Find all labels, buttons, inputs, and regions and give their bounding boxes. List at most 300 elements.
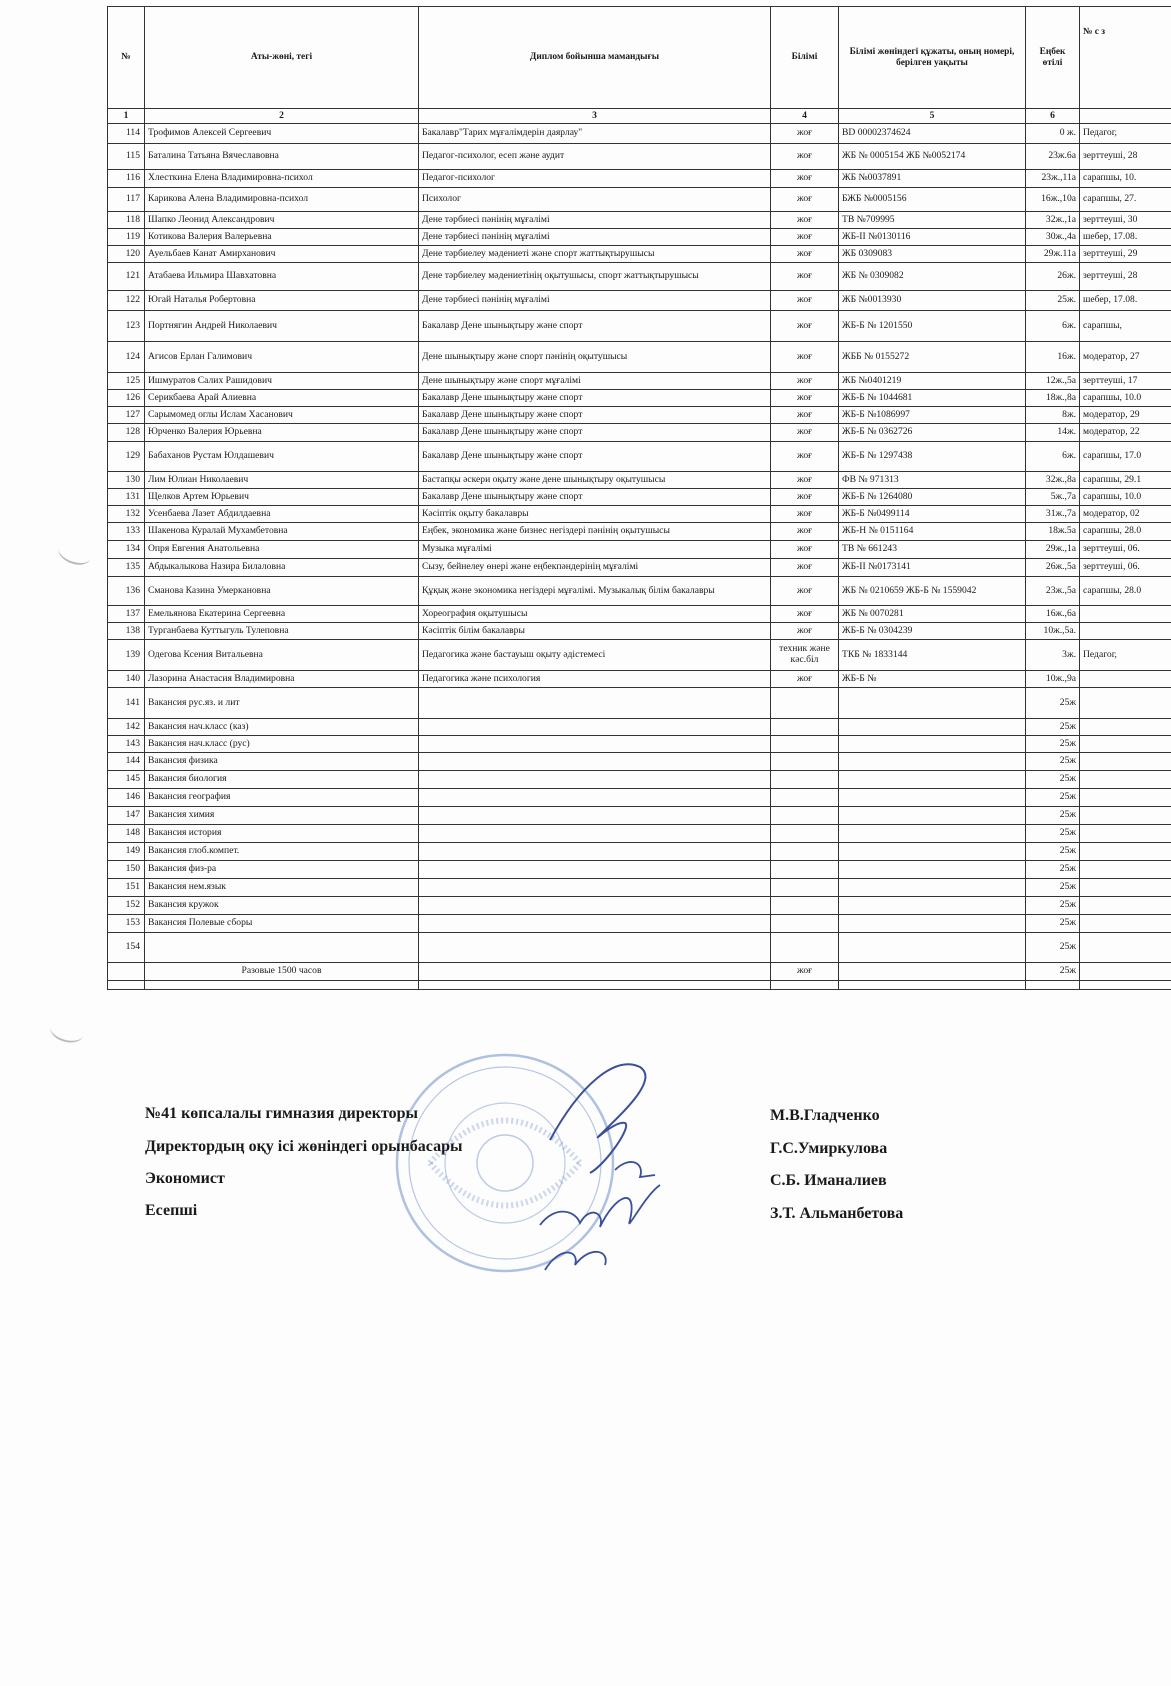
education-level: жоғ: [771, 489, 839, 506]
diploma-specialty: [419, 688, 771, 719]
education-document: ЖБ-Н № 0151164: [839, 523, 1026, 541]
education-level: [771, 753, 839, 771]
qualification-category: модератор, 02: [1080, 506, 1171, 523]
education-level: жоғ: [771, 523, 839, 541]
diploma-specialty: Дене тәрбиесі пәнінің мұғалімі: [419, 229, 771, 246]
table-row: [108, 472, 1171, 489]
table-row: [108, 246, 1171, 263]
table-row: [108, 807, 1171, 825]
staff-name: Сарымомед оглы Ислам Хасанович: [145, 407, 419, 424]
staff-name: Ишмуратов Салих Рашидович: [145, 373, 419, 390]
education-level: [771, 771, 839, 789]
diploma-specialty: Дене тәрбиесі пәнінің мұғалімі: [419, 291, 771, 311]
education-document: ЖБ-Б № 1201550: [839, 311, 1026, 342]
work-experience: 14ж.: [1026, 424, 1080, 442]
education-document: ЖБ № 0210659 ЖБ-Б № 1559042: [839, 577, 1026, 606]
diploma-specialty: [419, 861, 771, 879]
row-number: 142: [108, 719, 145, 736]
qualification-category: [1080, 688, 1171, 719]
staff-name: Вакансия нач.класс (каз): [145, 719, 419, 736]
table-row: [108, 861, 1171, 879]
row-number: 135: [108, 559, 145, 577]
table-row: [108, 263, 1171, 291]
work-experience: 25ж: [1026, 825, 1080, 843]
education-level: [771, 688, 839, 719]
work-experience: 5ж.,7а: [1026, 489, 1080, 506]
signature-name: С.Б. Иманалиев: [770, 1172, 887, 1189]
education-document: [839, 825, 1026, 843]
table-row: [108, 719, 1171, 736]
staff-name: Портнягин Андрей Николаевич: [145, 311, 419, 342]
diploma-specialty: Педагог-психолог: [419, 170, 771, 188]
education-document: ЖБ 0309083: [839, 246, 1026, 263]
table-row: [108, 489, 1171, 506]
qualification-category: сарапшы, 17.0: [1080, 442, 1171, 472]
education-level: [771, 861, 839, 879]
table-row: [108, 407, 1171, 424]
work-experience: 25ж: [1026, 915, 1080, 933]
education-level: жоғ: [771, 170, 839, 188]
table-row: [108, 879, 1171, 897]
staff-name: Вакансия рус.яз. и лит: [145, 688, 419, 719]
staff-name: Вакансия кружок: [145, 897, 419, 915]
row-number: 140: [108, 671, 145, 688]
education-document: ТВ № 661243: [839, 541, 1026, 559]
diploma-specialty: [419, 753, 771, 771]
education-document: ЖБ № 0309082: [839, 263, 1026, 291]
diploma-specialty: Бакалавр Дене шынықтыру және спорт: [419, 390, 771, 407]
table-row: [108, 933, 1171, 963]
diploma-specialty: [419, 897, 771, 915]
table-row: [108, 229, 1171, 246]
education-document: ЖБ-Б № 1044681: [839, 390, 1026, 407]
row-number: 147: [108, 807, 145, 825]
row-number: 124: [108, 342, 145, 373]
staff-table-sheet: [107, 6, 1171, 1071]
work-experience: 32ж.,8а: [1026, 472, 1080, 489]
table-row: [108, 188, 1171, 212]
staff-name: Ауельбаев Канат Амирханович: [145, 246, 419, 263]
education-level: жоғ: [771, 424, 839, 442]
education-document: [839, 861, 1026, 879]
education-level: жоғ: [771, 246, 839, 263]
education-document: [839, 688, 1026, 719]
qualification-category: модератор, 29: [1080, 407, 1171, 424]
diploma-specialty: Құқық және экономика негіздері мұғалімі. Музыкалық білім бакалавры: [419, 577, 771, 606]
staff-name: Баталина Татьяна Вячеславовна: [145, 144, 419, 170]
work-experience: 25ж: [1026, 753, 1080, 771]
education-level: [771, 736, 839, 753]
table-row: [108, 671, 1171, 688]
education-document: [839, 933, 1026, 963]
qualification-category: [1080, 606, 1171, 623]
col-header-document: Білімі жөніндегі құжаты, оның номері, берілген уақыты: [839, 7, 1026, 109]
row-number: 130: [108, 472, 145, 489]
work-experience: 31ж.,7а: [1026, 506, 1080, 523]
staff-name: Лазорина Анастасия Владимировна: [145, 671, 419, 688]
table-row: [108, 390, 1171, 407]
header-row: [108, 7, 1171, 109]
col-header-name: Аты-жөні, тегі: [145, 7, 419, 109]
diploma-specialty: [419, 981, 771, 990]
staff-name: Усенбаева Лазет Абдилдаевна: [145, 506, 419, 523]
table-row: [108, 506, 1171, 523]
punch-hole-top: [55, 537, 94, 568]
education-document: ЖБ-Б №: [839, 671, 1026, 688]
qualification-category: Педагог,: [1080, 124, 1171, 144]
qualification-category: [1080, 879, 1171, 897]
work-experience: 25ж: [1026, 843, 1080, 861]
staff-name: Лим Юлиан Николаевич: [145, 472, 419, 489]
work-experience: 25ж: [1026, 879, 1080, 897]
education-level: [771, 933, 839, 963]
education-level: жоғ: [771, 541, 839, 559]
staff-name: Вакансия нем.язык: [145, 879, 419, 897]
qualification-category: зерттеуші, 17: [1080, 373, 1171, 390]
col-number: 2: [145, 109, 419, 124]
row-number: 121: [108, 263, 145, 291]
table-row: [108, 753, 1171, 771]
staff-name: Щелков Артем Юрьевич: [145, 489, 419, 506]
qualification-category: сарапшы, 28.0: [1080, 577, 1171, 606]
table-row: [108, 640, 1171, 671]
qualification-category: шебер, 17.08.: [1080, 291, 1171, 311]
row-number: 115: [108, 144, 145, 170]
table-row: [108, 559, 1171, 577]
education-level: жоғ: [771, 212, 839, 229]
staff-name: Сманова Казина Умеркановна: [145, 577, 419, 606]
qualification-category: зерттеуші, 28: [1080, 144, 1171, 170]
work-experience: 25ж: [1026, 861, 1080, 879]
staff-name: [145, 933, 419, 963]
work-experience: 10ж.,5а.: [1026, 623, 1080, 640]
col-header-education: Білімі: [771, 7, 839, 109]
col-number: 4: [771, 109, 839, 124]
education-level: жоғ: [771, 577, 839, 606]
table-row: [108, 212, 1171, 229]
education-level: жоғ: [771, 559, 839, 577]
table-row: [108, 771, 1171, 789]
diploma-specialty: Бакалавр"Тарих мұғалімдерін даярлау": [419, 124, 771, 144]
diploma-specialty: Бастапқы әскери оқыту және дене шынықтыру оқытушысы: [419, 472, 771, 489]
row-number: 136: [108, 577, 145, 606]
diploma-specialty: [419, 719, 771, 736]
director-signature: [550, 1064, 645, 1173]
staff-name: Абдыкалыкова Назира Билаловна: [145, 559, 419, 577]
education-document: ЖББ № 0155272: [839, 342, 1026, 373]
education-level: жоғ: [771, 442, 839, 472]
row-number: 143: [108, 736, 145, 753]
diploma-specialty: Сызу, бейнелеу өнері және еңбекпәндерінің мұғалімі: [419, 559, 771, 577]
qualification-category: зерттеуші, 28: [1080, 263, 1171, 291]
table-row: [108, 541, 1171, 559]
education-level: [771, 825, 839, 843]
staff-name: Вакансия география: [145, 789, 419, 807]
signature-role: Есепші: [145, 1202, 198, 1219]
row-number: 116: [108, 170, 145, 188]
work-experience: 16ж.,6а: [1026, 606, 1080, 623]
staff-name: Разовые 1500 часов: [145, 963, 419, 981]
row-number: 150: [108, 861, 145, 879]
education-level: [771, 807, 839, 825]
education-level: жоғ: [771, 229, 839, 246]
staff-name: Трофимов Алексей Сергеевич: [145, 124, 419, 144]
staff-name: Котикова Валерия Валерьевна: [145, 229, 419, 246]
education-level: [771, 879, 839, 897]
education-document: ЖБ № 0005154 ЖБ №0052174: [839, 144, 1026, 170]
staff-name: Юрченко Валерия Юрьевна: [145, 424, 419, 442]
staff-name: Серикбаева Арай Алиевна: [145, 390, 419, 407]
diploma-specialty: [419, 843, 771, 861]
table-row: [108, 124, 1171, 144]
row-number: 144: [108, 753, 145, 771]
qualification-category: зерттеуші, 29: [1080, 246, 1171, 263]
diploma-specialty: Кәсіптік білім бакалавры: [419, 623, 771, 640]
staff-name: Шапко Леонид Александрович: [145, 212, 419, 229]
row-number: 133: [108, 523, 145, 541]
education-document: ФВ № 971313: [839, 472, 1026, 489]
education-level: жоғ: [771, 606, 839, 623]
qualification-category: сарапшы, 10.0: [1080, 390, 1171, 407]
education-document: [839, 771, 1026, 789]
table-row: [108, 981, 1171, 990]
diploma-specialty: [419, 771, 771, 789]
work-experience: 12ж.,5а: [1026, 373, 1080, 390]
signature-name: Г.С.Умиркулова: [770, 1140, 888, 1157]
work-experience: 0 ж.: [1026, 124, 1080, 144]
education-document: ЖБ-Б № 1264080: [839, 489, 1026, 506]
qualification-category: [1080, 753, 1171, 771]
row-number: 154: [108, 933, 145, 963]
staff-name: Вакансия глоб.компет.: [145, 843, 419, 861]
table-row: [108, 606, 1171, 623]
education-document: [839, 719, 1026, 736]
work-experience: 25ж: [1026, 807, 1080, 825]
qualification-category: модератор, 27: [1080, 342, 1171, 373]
qualification-category: [1080, 963, 1171, 981]
education-level: [771, 915, 839, 933]
work-experience: 18ж.,8а: [1026, 390, 1080, 407]
col-number: 6: [1026, 109, 1080, 124]
table-row: [108, 789, 1171, 807]
row-number: 122: [108, 291, 145, 311]
work-experience: 25ж.: [1026, 291, 1080, 311]
education-document: [839, 807, 1026, 825]
diploma-specialty: [419, 963, 771, 981]
diploma-specialty: Бакалавр Дене шынықтыру және спорт: [419, 311, 771, 342]
education-level: жоғ: [771, 506, 839, 523]
row-number: 141: [108, 688, 145, 719]
education-document: [839, 736, 1026, 753]
work-experience: 25ж: [1026, 736, 1080, 753]
staff-name: Вакансия физика: [145, 753, 419, 771]
education-document: ЖБ-Б № 0304239: [839, 623, 1026, 640]
qualification-category: [1080, 861, 1171, 879]
accountant-signature: [545, 1252, 606, 1270]
education-document: ТКБ № 1833144: [839, 640, 1026, 671]
education-document: [839, 915, 1026, 933]
staff-name: Югай Наталья Робертовна: [145, 291, 419, 311]
qualification-category: зерттеуші, 06.: [1080, 541, 1171, 559]
qualification-category: [1080, 897, 1171, 915]
education-level: [771, 789, 839, 807]
diploma-specialty: [419, 807, 771, 825]
table-row: [108, 623, 1171, 640]
education-level: жоғ: [771, 342, 839, 373]
qualification-category: Педагог,: [1080, 640, 1171, 671]
education-level: жоғ: [771, 144, 839, 170]
work-experience: 16ж.: [1026, 342, 1080, 373]
staff-table: [107, 6, 1171, 990]
work-experience: 3ж.: [1026, 640, 1080, 671]
work-experience: 25ж: [1026, 897, 1080, 915]
work-experience: 6ж.: [1026, 442, 1080, 472]
diploma-specialty: Дене тәрбиелеу мәдениетінің оқытушысы, спорт жаттықтырушысы: [419, 263, 771, 291]
staff-name: Шакенова Куралай Мухамбетовна: [145, 523, 419, 541]
qualification-category: [1080, 771, 1171, 789]
work-experience: 16ж.,10а: [1026, 188, 1080, 212]
row-number: 145: [108, 771, 145, 789]
row-number: 118: [108, 212, 145, 229]
diploma-specialty: [419, 879, 771, 897]
handwritten-signatures: [520, 1045, 700, 1275]
table-row: [108, 897, 1171, 915]
row-number: 138: [108, 623, 145, 640]
qualification-category: [1080, 843, 1171, 861]
row-number: 148: [108, 825, 145, 843]
col-number-empty: [1080, 109, 1171, 124]
education-document: ЖБ №0401219: [839, 373, 1026, 390]
education-level: жоғ: [771, 407, 839, 424]
education-document: [839, 897, 1026, 915]
row-number: 129: [108, 442, 145, 472]
education-document: ТВ №709995: [839, 212, 1026, 229]
work-experience: 26ж.: [1026, 263, 1080, 291]
diploma-specialty: Психолог: [419, 188, 771, 212]
education-level: жоғ: [771, 671, 839, 688]
row-number: 131: [108, 489, 145, 506]
row-number: 125: [108, 373, 145, 390]
staff-name: Турганбаева Куттыгуль Тулеповна: [145, 623, 419, 640]
table-row: [108, 342, 1171, 373]
row-number: 132: [108, 506, 145, 523]
education-document: ЖБ №0037891: [839, 170, 1026, 188]
work-experience: 29ж.,1а: [1026, 541, 1080, 559]
education-document: ЖБ-Б №1086997: [839, 407, 1026, 424]
table-row: [108, 963, 1171, 981]
row-number: 152: [108, 897, 145, 915]
row-number: 153: [108, 915, 145, 933]
qualification-category: [1080, 915, 1171, 933]
education-document: BD 00002374624: [839, 124, 1026, 144]
row-number: 126: [108, 390, 145, 407]
table-row: [108, 311, 1171, 342]
education-level: техник және кәс.біл: [771, 640, 839, 671]
qualification-category: [1080, 736, 1171, 753]
diploma-specialty: [419, 789, 771, 807]
row-number: 149: [108, 843, 145, 861]
work-experience: 23ж.,11а: [1026, 170, 1080, 188]
signature-name: М.В.Гладченко: [770, 1107, 880, 1124]
work-experience: 18ж.5а: [1026, 523, 1080, 541]
qualification-category: [1080, 825, 1171, 843]
work-experience: 25ж: [1026, 789, 1080, 807]
diploma-specialty: [419, 825, 771, 843]
row-number: 127: [108, 407, 145, 424]
qualification-category: сарапшы, 28.0: [1080, 523, 1171, 541]
work-experience: 23ж.6а: [1026, 144, 1080, 170]
table-row: [108, 424, 1171, 442]
education-document: [839, 789, 1026, 807]
col-header-category: № с з: [1080, 7, 1171, 109]
education-document: ЖБ-Б № 1297438: [839, 442, 1026, 472]
table-row: [108, 170, 1171, 188]
staff-name: Одегова Ксения Витальевна: [145, 640, 419, 671]
row-number: 146: [108, 789, 145, 807]
staff-name: Хлесткина Елена Владимировна-психол: [145, 170, 419, 188]
col-header-number: №: [108, 7, 145, 109]
education-level: жоғ: [771, 623, 839, 640]
staff-name: Вакансия история: [145, 825, 419, 843]
education-level: [771, 897, 839, 915]
table-row: [108, 144, 1171, 170]
qualification-category: [1080, 719, 1171, 736]
qualification-category: сарапшы, 10.: [1080, 170, 1171, 188]
diploma-specialty: Кәсіптік оқыту бакалавры: [419, 506, 771, 523]
qualification-category: [1080, 789, 1171, 807]
work-experience: 10ж.,9а: [1026, 671, 1080, 688]
staff-name: Вакансия нач.класс (рус): [145, 736, 419, 753]
table-row: [108, 688, 1171, 719]
staff-name: Карикова Алена Владимировна-психол: [145, 188, 419, 212]
qualification-category: [1080, 623, 1171, 640]
education-level: жоғ: [771, 291, 839, 311]
diploma-specialty: Дене тәрбиелеу мәдениеті және спорт жаттықтырушысы: [419, 246, 771, 263]
education-document: [839, 981, 1026, 990]
diploma-specialty: Дене шынықтыру және спорт пәнінің оқытушысы: [419, 342, 771, 373]
qualification-category: шебер, 17.08.: [1080, 229, 1171, 246]
qualification-category: сарапшы, 27.: [1080, 188, 1171, 212]
diploma-specialty: Хореография оқытушысы: [419, 606, 771, 623]
qualification-category: зерттеуші, 30: [1080, 212, 1171, 229]
qualification-category: [1080, 981, 1171, 990]
col-number: 1: [108, 109, 145, 124]
work-experience: 23ж.,5а: [1026, 577, 1080, 606]
education-document: ЖБ-Б №0499114: [839, 506, 1026, 523]
row-number: 114: [108, 124, 145, 144]
education-level: [771, 843, 839, 861]
work-experience: 25ж: [1026, 688, 1080, 719]
qualification-category: сарапшы, 29.1: [1080, 472, 1171, 489]
staff-name: Вакансия биология: [145, 771, 419, 789]
education-document: ЖБ № 0070281: [839, 606, 1026, 623]
staff-name: Бабаханов Рустам Юлдашевич: [145, 442, 419, 472]
col-header-experience: Еңбек өтілі: [1026, 7, 1080, 109]
row-number: 117: [108, 188, 145, 212]
education-level: жоғ: [771, 390, 839, 407]
work-experience: 25ж: [1026, 963, 1080, 981]
education-document: [839, 879, 1026, 897]
work-experience: [1026, 981, 1080, 990]
signature-name: З.Т. Альманбетова: [770, 1205, 904, 1222]
work-experience: 26ж.,5а: [1026, 559, 1080, 577]
economist-signature: [540, 1185, 660, 1227]
row-number: 120: [108, 246, 145, 263]
signature-role: Директордың оқу ісі жөніндегі орынбасары: [145, 1138, 463, 1155]
education-document: [839, 753, 1026, 771]
signature-role: №41 көпсалалы гимназия директоры: [145, 1105, 419, 1122]
diploma-specialty: Бакалавр Дене шынықтыру және спорт: [419, 407, 771, 424]
